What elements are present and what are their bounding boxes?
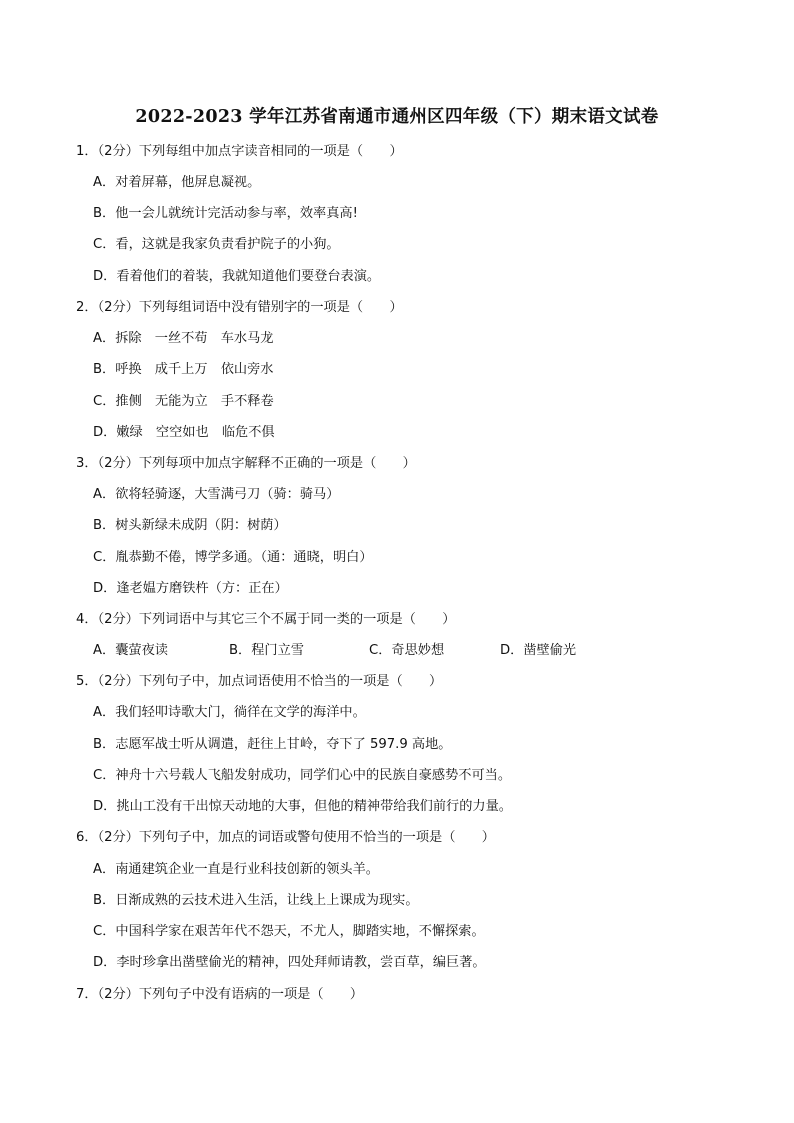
question-6-option-b: B．日渐成熟的云技术进入生活，让线上上课成为现实。 xyxy=(93,893,419,908)
question-2-stem: 2．（2分）下列每组词语中没有错别字的一项是（ ） xyxy=(76,300,403,315)
question-1-option-c: C．看，这就是我家负责看护院子的小狗。 xyxy=(93,237,340,252)
question-4-option-a: A．囊萤夜读 xyxy=(93,643,168,658)
question-2-option-b: B．呼换 成千上万 依山旁水 xyxy=(93,362,274,377)
question-1-stem: 1．（2分）下列每组中加点字读音相同的一项是（ ） xyxy=(76,144,403,159)
question-6-option-c: C．中国科学家在艰苦年代不怨天，不尤人，脚踏实地，不懈探索。 xyxy=(93,924,485,939)
question-3-option-d: D．逢老媪方磨铁杵（方：正在） xyxy=(93,581,288,596)
question-4-stem: 4．（2分）下列词语中与其它三个不属于同一类的一项是（ ） xyxy=(76,612,456,627)
question-5-stem: 5．（2分）下列句子中，加点词语使用不恰当的一项是（ ） xyxy=(76,674,443,689)
question-1-option-b: B．他一会儿就统计完活动参与率，效率真高! xyxy=(93,206,358,221)
question-2-option-d: D．嫩绿 空空如也 临危不俱 xyxy=(93,425,275,440)
question-3-option-b: B．树头新绿未成阴（阴：树荫） xyxy=(93,518,287,533)
question-6-option-a: A．南通建筑企业一直是行业科技创新的领头羊。 xyxy=(93,862,379,877)
question-4-option-b: B．程门立雪 xyxy=(229,643,304,658)
question-6-option-d: D．李时珍拿出凿壁偷光的精神，四处拜师请教，尝百草，编巨著。 xyxy=(93,955,486,970)
question-4-option-d: D．凿壁偷光 xyxy=(500,643,577,658)
question-6-stem: 6．（2分）下列句子中，加点的词语或警句使用不恰当的一项是（ ） xyxy=(76,830,495,845)
question-1-option-a: A．对着屏幕，他屏息凝视。 xyxy=(93,175,261,190)
question-7-stem: 7．（2分）下列句子中没有语病的一项是（ ） xyxy=(76,987,364,1002)
question-5-option-d: D．挑山工没有干出惊天动地的大事，但他的精神带给我们前行的力量。 xyxy=(93,799,512,814)
question-1-option-d: D．看着他们的着装，我就知道他们要登台表演。 xyxy=(93,269,381,284)
question-5-option-b: B．志愿军战士听从调遣，赶往上甘岭，夺下了 597.9 高地。 xyxy=(93,737,452,752)
question-2-option-a: A．拆除 一丝不苟 车水马龙 xyxy=(93,331,274,346)
question-5-option-a: A．我们轻叩诗歌大门，徜徉在文学的海洋中。 xyxy=(93,705,366,720)
question-5-option-c: C．神舟十六号载人飞船发射成功，同学们心中的民族自豪感势不可当。 xyxy=(93,768,512,783)
question-2-option-c: C．推侧 无能为立 手不释卷 xyxy=(93,394,274,409)
question-3-stem: 3．（2分）下列每项中加点字解释不正确的一项是（ ） xyxy=(76,456,416,471)
page-title: 2022-2023 学年江苏省南通市通州区四年级（下）期末语文试卷 xyxy=(135,107,659,127)
question-4-option-c: C．奇思妙想 xyxy=(369,643,445,658)
question-3-option-a: A．欲将轻骑逐，大雪满弓刀（骑：骑马） xyxy=(93,487,340,502)
question-3-option-c: C．胤恭勤不倦，博学多通。（通：通晓，明白） xyxy=(93,550,373,565)
